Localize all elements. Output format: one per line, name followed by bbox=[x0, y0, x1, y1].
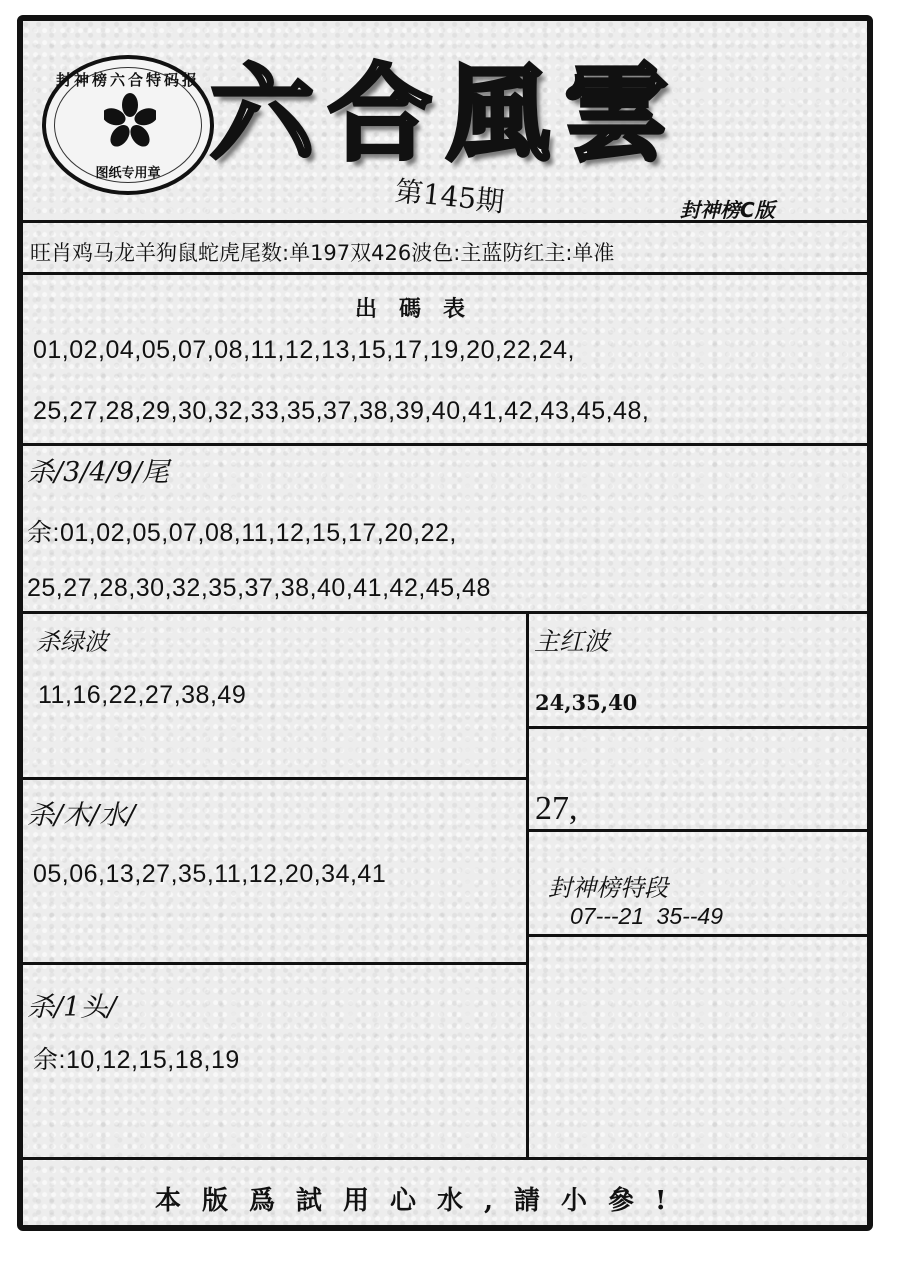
code-table-heading: 出碼表 bbox=[355, 296, 488, 322]
seal-text: 封神榜六合特码报 bbox=[55, 71, 200, 89]
divider-red-right bbox=[528, 726, 867, 729]
seal-stamp bbox=[42, 55, 214, 195]
issue-number: 第145期 bbox=[393, 174, 506, 219]
green-kill-numbers: 11,16,22,27,38,49 bbox=[38, 681, 247, 709]
info-line: 旺肖鸡马龙羊狗鼠蛇虎尾数:单197双426波色:主蓝防红主:单准 bbox=[30, 241, 615, 265]
divider-element-left bbox=[23, 962, 528, 965]
page-title: 六合風雲 bbox=[210, 52, 683, 175]
head-kill-line: 余:10,12,15,18,19 bbox=[33, 1046, 240, 1074]
single-number: 27, bbox=[535, 790, 578, 827]
divider-single-right bbox=[528, 829, 867, 832]
red-main-heading: 主红波 bbox=[534, 627, 610, 656]
tail-kill-line-2: 25,27,28,30,32,35,37,38,40,41,42,45,48 bbox=[27, 574, 491, 602]
divider-green-left bbox=[23, 777, 528, 780]
red-main-numbers: 24,35,40 bbox=[535, 690, 638, 715]
footer-note: 本版爲試用心水,請小參! bbox=[155, 1186, 688, 1216]
element-kill-heading: 杀/木/水/ bbox=[27, 800, 136, 831]
divider-tail-kill bbox=[23, 611, 867, 614]
tail-kill-heading: 杀/3/4/9/尾 bbox=[27, 457, 169, 488]
divider-code-table bbox=[23, 443, 867, 446]
bauhinia-flower-icon bbox=[104, 93, 156, 149]
special-segment-range: 07---21 35--49 bbox=[570, 903, 724, 929]
seal-subtext: 图纸专用章 bbox=[95, 166, 161, 181]
edition-label: 封神榜C版 bbox=[680, 198, 775, 222]
code-table-line-2: 25,27,28,29,30,32,33,35,37,38,39,40,41,42,43,45,48, bbox=[33, 397, 650, 425]
element-kill-numbers: 05,06,13,27,35,11,12,20,34,41 bbox=[33, 860, 387, 888]
divider-columns bbox=[526, 612, 529, 1158]
code-table-line-1: 01,02,04,05,07,08,11,12,13,15,17,19,20,22,24, bbox=[33, 336, 575, 364]
tail-kill-line-1: 余:01,02,05,07,08,11,12,15,17,20,22, bbox=[27, 519, 457, 547]
head-kill-heading: 杀/1头/ bbox=[27, 992, 117, 1023]
divider-info bbox=[23, 272, 867, 275]
special-segment-heading: 封神榜特段 bbox=[548, 874, 668, 902]
divider-footer bbox=[23, 1157, 867, 1160]
green-kill-heading: 杀绿波 bbox=[36, 628, 108, 656]
divider-segment-right bbox=[528, 934, 867, 937]
